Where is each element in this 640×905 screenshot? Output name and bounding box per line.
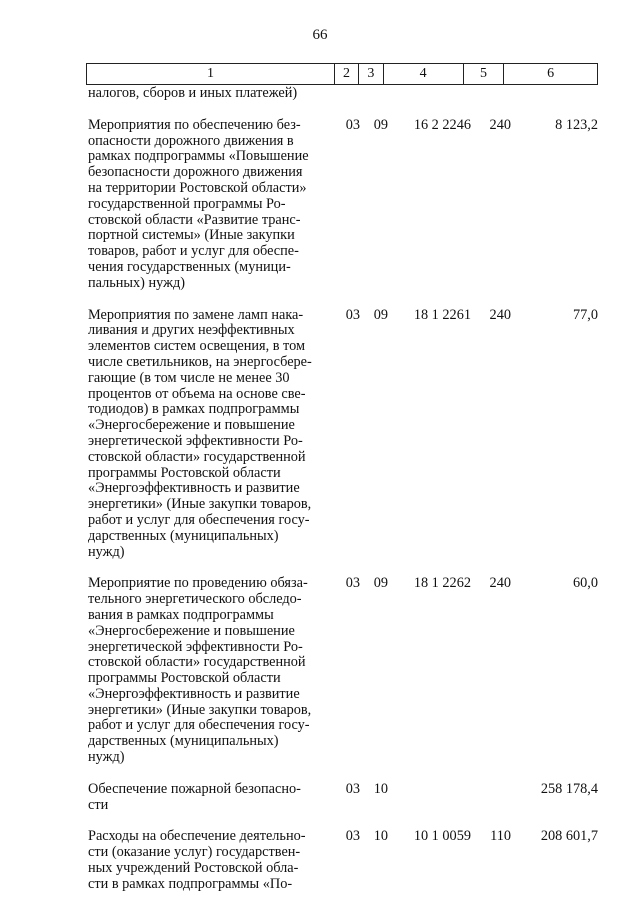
row-section: 03	[345, 116, 360, 133]
row-section: 03	[345, 828, 360, 845]
table-row	[88, 576, 598, 766]
row-description: Мероприятия по замене ламп нака- ливания и других неэффективных элементов систем освещения, в том числе светильников, на энергосбере- гающие (в том числе не менее 30 процентов от объема на основе све- тодиодов) в рамках подпрограммы «Энергосбережение и повышение энергетической эффективности Ро- стовской области» государственной программы Ростовской области «Энергоэффективность и развитие энергетики» (Иные закупки товаров, работ и услуг для обеспечения госу- дарственных (муниципальных) нужд)	[88, 306, 312, 560]
row-subsection: 09	[373, 575, 388, 592]
row-target: 18 1 2261	[413, 306, 471, 323]
row-subsection: 09	[373, 116, 388, 133]
row-type	[471, 782, 511, 814]
row-target	[388, 86, 471, 102]
row-target: 10 1 0059	[413, 828, 471, 845]
row-amount: 8 123,2	[555, 116, 598, 133]
table-body	[88, 86, 598, 893]
row-description: Мероприятия по обеспечению без- опасности дорожного движения в рамках подпрограммы «Повышение безопасности дорожного движения на территории Ростовской области» государственной программы Ро- стовской области «Развитие транс- портной системы» (Иные закупки товаров, работ и услуг для обеспе- чения государственных (муници- пальных) нужд)	[88, 116, 309, 291]
row-amount: 60,0	[572, 575, 598, 592]
header-col-5: 5	[464, 64, 505, 84]
row-subsection: 10	[373, 828, 388, 845]
row-description: Расходы на обеспечение деятельно- сти (оказание услуг) государствен- ных учреждений Ростовской обла- сти в рамках подпрограммы «По-	[88, 828, 306, 892]
row-description: налогов, сборов и иных платежей)	[88, 85, 298, 101]
table-row	[88, 308, 598, 561]
row-type	[471, 86, 511, 102]
row-section: 03	[345, 780, 360, 797]
table-row	[88, 86, 598, 102]
table-header	[86, 63, 598, 85]
header-col-1: 1	[87, 64, 335, 84]
row-type: 240	[489, 306, 511, 323]
table-row	[88, 829, 598, 892]
row-description: Обеспечение пожарной безопасно- сти	[88, 780, 301, 813]
header-col-3: 3	[359, 64, 384, 84]
row-type: 240	[489, 575, 511, 592]
row-type: 240	[489, 116, 511, 133]
row-target: 18 1 2262	[413, 575, 471, 592]
row-target: 16 2 2246	[413, 116, 471, 133]
row-section	[333, 86, 360, 102]
row-section: 03	[345, 575, 360, 592]
header-col-6: 6	[547, 66, 555, 81]
row-section: 03	[345, 306, 360, 323]
row-amount: 77,0	[572, 306, 598, 323]
row-amount: 258 178,4	[540, 780, 598, 797]
row-description: Мероприятие по проведению обяза- тельного энергетического обследо- вания в рамках подпрограммы «Энергосбережение и повышение энергетической эффективности Ро- стовской области» государственной программы Ростовской области «Энергоэффективность и развитие энергетики» (Иные закупки товаров, работ и услуг для обеспечения госу- дарственных (муниципальных) нужд)	[88, 575, 312, 766]
table-row	[88, 118, 598, 292]
header-col-4: 4	[384, 64, 464, 84]
row-type: 110	[490, 828, 511, 845]
row-target	[388, 782, 471, 814]
row-subsection: 10	[373, 780, 388, 797]
row-amount	[511, 86, 598, 102]
row-amount: 208 601,7	[540, 828, 598, 845]
page-number: 66	[312, 27, 328, 43]
row-subsection	[360, 86, 388, 102]
row-subsection: 09	[373, 306, 388, 323]
header-col-2: 2	[335, 64, 359, 84]
table-row	[88, 782, 598, 814]
